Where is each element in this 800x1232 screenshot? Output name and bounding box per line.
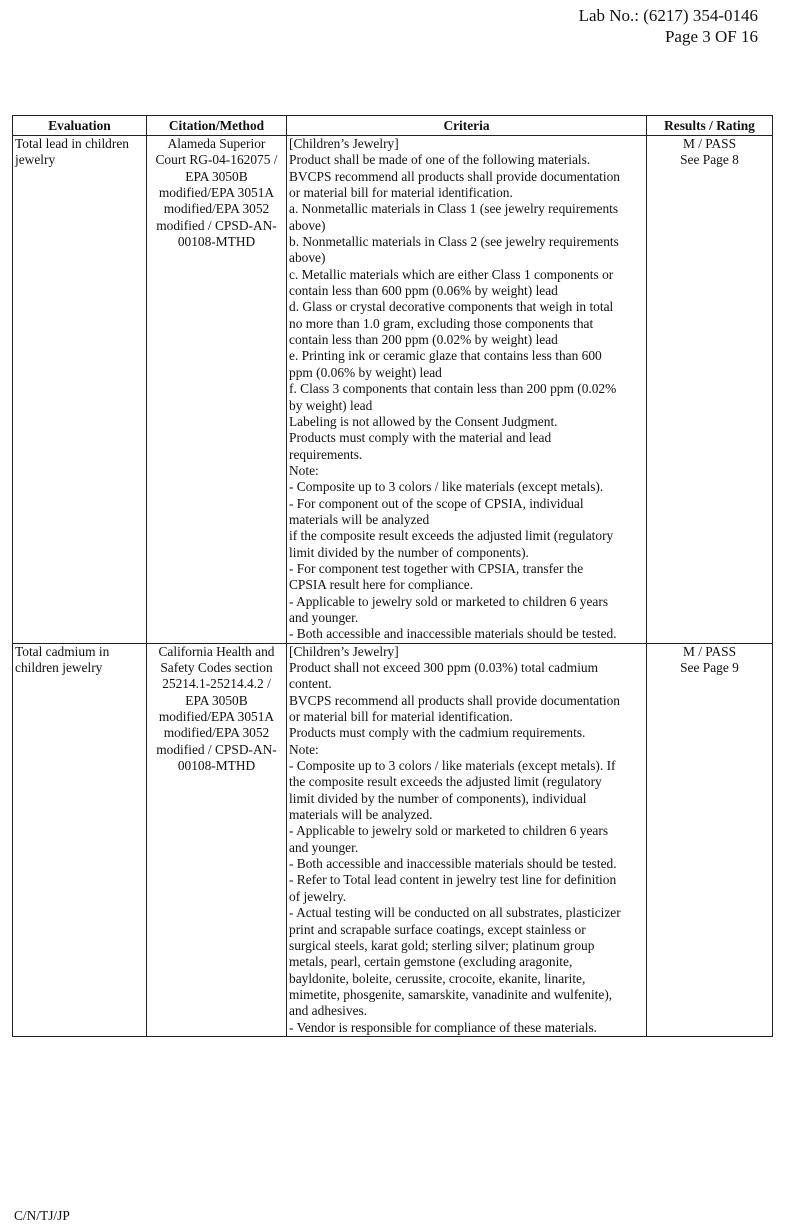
criteria-line: print and scrapable surface coatings, except stainless or <box>289 921 586 937</box>
criteria-line: a. Nonmetallic materials in Class 1 (see jewelry requirements <box>289 201 619 217</box>
criteria-line: f. Class 3 components that contain less than 200 ppm (0.02% <box>289 381 617 397</box>
result-cell <box>647 136 773 644</box>
criteria-line: - Applicable to jewelry sold or marketed to children 6 years <box>289 593 609 609</box>
evaluation-line: Total lead in children <box>15 136 129 151</box>
result-line: M / PASS <box>682 136 737 151</box>
criteria-line: or material bill for material identification. <box>289 709 513 725</box>
criteria-line: contain less than 200 ppm (0.02% by weight) lead <box>289 332 558 348</box>
criteria-line: materials will be analyzed. <box>289 807 433 823</box>
evaluation-cell <box>13 643 147 1036</box>
citation-line: Court RG-04-162075 / <box>155 152 278 168</box>
column-header-results: Results / Rating <box>647 116 773 136</box>
citation-line: EPA 3050B <box>185 168 248 184</box>
result-line: M / PASS <box>682 643 737 659</box>
evaluation-line: jewelry <box>15 152 56 168</box>
criteria-line: - Actual testing will be conducted on all substrates, plasticizer <box>289 905 621 921</box>
criteria-line: CPSIA result here for compliance. <box>289 577 474 593</box>
citation-line: modified/EPA 3052 <box>163 725 270 741</box>
table-header-row <box>13 116 773 136</box>
criteria-line: Products must comply with the material and lead <box>289 430 552 446</box>
criteria-line: - Applicable to jewelry sold or marketed to children 6 years <box>289 823 609 839</box>
criteria-line: b. Nonmetallic materials in Class 2 (see jewelry requirements <box>289 234 619 250</box>
criteria-line: limit divided by the number of components), individual <box>289 790 587 806</box>
criteria-line: limit divided by the number of components). <box>289 544 529 560</box>
criteria-line: c. Metallic materials which are either Class 1 components or <box>289 266 614 282</box>
result-line: See Page 9 <box>680 660 739 675</box>
criteria-line: Note: <box>289 741 319 757</box>
criteria-line: BVCPS recommend all products shall provide documentation <box>289 168 620 184</box>
page-header <box>579 5 758 47</box>
criteria-cell <box>287 643 647 1036</box>
page-number: Page 3 OF 16 <box>664 27 758 46</box>
result-line: See Page 8 <box>680 152 739 168</box>
criteria-line: - Refer to Total lead content in jewelry test line for definition <box>289 872 617 888</box>
criteria-line: [Children’s Jewelry] <box>289 643 399 659</box>
citation-line: modified/EPA 3051A <box>158 185 275 201</box>
criteria-line: above) <box>289 250 326 266</box>
criteria-line: - For component out of the scope of CPSIA, individual <box>289 495 584 511</box>
criteria-line: ppm (0.06% by weight) lead <box>289 364 442 380</box>
citation-line: Alameda Superior <box>167 136 266 151</box>
evaluation-table <box>12 115 773 1037</box>
criteria-line: materials will be analyzed <box>289 511 430 527</box>
criteria-line: Product shall be made of one of the following materials. <box>289 152 591 168</box>
result-cell <box>647 643 773 1036</box>
evaluation-line: Total cadmium in <box>15 643 110 659</box>
column-header-citation: Citation/Method <box>147 116 287 136</box>
criteria-line: Labeling is not allowed by the Consent Judgment. <box>289 413 558 429</box>
criteria-line: the composite result exceeds the adjusted limit (regulatory <box>289 774 602 790</box>
criteria-line: of jewelry. <box>289 888 347 904</box>
criteria-line: by weight) lead <box>289 397 373 413</box>
citation-line: Safety Codes section <box>160 660 273 675</box>
criteria-line: Note: <box>289 462 319 478</box>
table-body <box>13 136 773 1037</box>
criteria-cell <box>287 136 647 644</box>
criteria-line: and younger. <box>289 609 359 625</box>
criteria-line: no more than 1.0 gram, excluding those components that <box>289 315 594 331</box>
citation-line: modified/EPA 3052 <box>163 201 270 217</box>
column-header-criteria: Criteria <box>287 116 647 136</box>
criteria-line: requirements. <box>289 446 363 462</box>
criteria-line: - For component test together with CPSIA, transfer the <box>289 560 584 576</box>
citation-line: EPA 3050B <box>185 692 248 708</box>
table-row <box>13 643 773 1036</box>
citation-line: 25214.1-25214.4.2 / <box>162 676 271 692</box>
criteria-line: content. <box>289 676 332 692</box>
table-row <box>13 136 773 644</box>
criteria-line: Products must comply with the cadmium requirements. <box>289 725 586 741</box>
evaluation-line: children jewelry <box>15 660 103 675</box>
criteria-line: contain less than 600 ppm (0.06% by weight) lead <box>289 283 558 299</box>
citation-line: modified / CPSD-AN- <box>156 741 277 757</box>
criteria-line: and younger. <box>289 839 359 855</box>
evaluation-cell <box>13 136 147 644</box>
criteria-line: if the composite result exceeds the adjusted limit (regulatory <box>289 528 614 544</box>
criteria-line: - Both accessible and inaccessible materials should be tested. <box>289 856 617 872</box>
criteria-line: - Composite up to 3 colors / like materials (except metals). <box>289 479 604 495</box>
criteria-line: [Children’s Jewelry] <box>289 136 399 151</box>
criteria-line: - Vendor is responsible for compliance of these materials. <box>289 1019 598 1035</box>
criteria-line: e. Printing ink or ceramic glaze that contains less than 600 <box>289 348 602 364</box>
citation-line: California Health and <box>158 643 275 659</box>
footer-code: C/N/TJ/JP <box>14 1208 70 1223</box>
citation-cell <box>147 136 287 644</box>
criteria-line: Product shall not exceed 300 ppm (0.03%) total cadmium <box>289 660 599 675</box>
citation-line: modified / CPSD-AN- <box>156 217 277 233</box>
citation-line: 00108-MTHD <box>177 234 256 250</box>
citation-line: 00108-MTHD <box>177 758 256 774</box>
criteria-line: - Both accessible and inaccessible materials should be tested. <box>289 626 617 642</box>
criteria-line: bayldonite, boleite, cerussite, crocoite, ekanite, linarite, <box>289 970 586 986</box>
lab-number: Lab No.: (6217) 354-0146 <box>578 6 758 25</box>
criteria-line: - Composite up to 3 colors / like materials (except metals). If <box>289 758 616 774</box>
criteria-line: d. Glass or crystal decorative components that weigh in total <box>289 299 614 315</box>
criteria-line: and adhesives. <box>289 1003 368 1019</box>
citation-cell <box>147 643 287 1036</box>
criteria-line: surgical steels, karat gold; sterling silver; platinum group <box>289 937 595 953</box>
criteria-line: or material bill for material identification. <box>289 185 513 201</box>
criteria-line: BVCPS recommend all products shall provide documentation <box>289 692 620 708</box>
criteria-line: mimetite, phosgenite, samarskite, vanadinite and wulfenite), <box>289 986 613 1002</box>
citation-line: modified/EPA 3051A <box>158 709 275 725</box>
criteria-line: metals, pearl, certain gemstone (excluding aragonite, <box>289 954 573 970</box>
criteria-line: above) <box>289 217 326 233</box>
column-header-evaluation: Evaluation <box>13 116 147 136</box>
